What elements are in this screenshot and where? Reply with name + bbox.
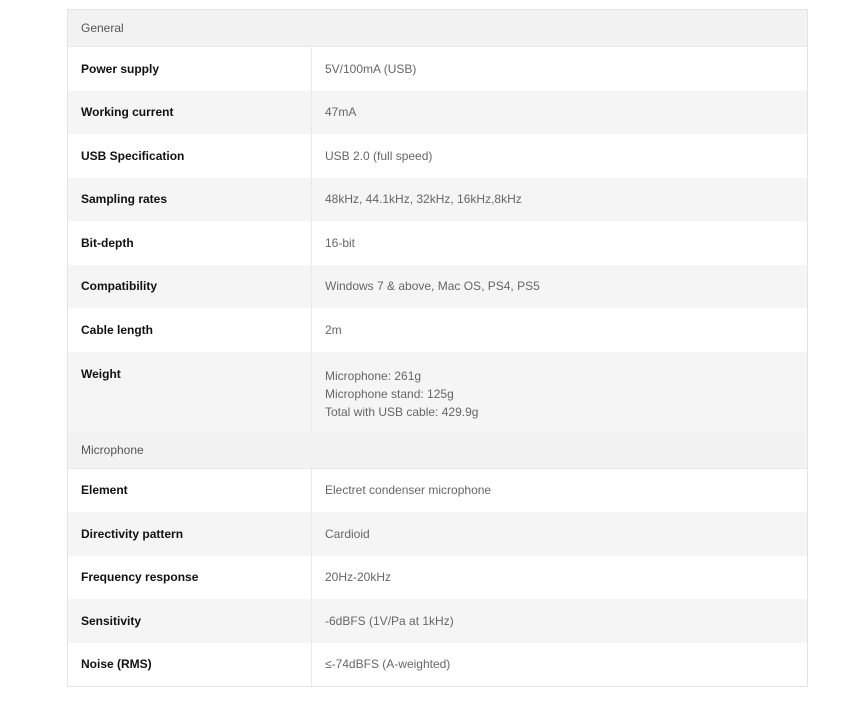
spec-value: ≤-74dBFS (A-weighted) xyxy=(325,657,451,672)
spec-row-working-current xyxy=(68,91,807,135)
spec-row-sensitivity xyxy=(68,599,807,643)
weight-line-stand: Microphone stand: 125g xyxy=(325,386,454,401)
spec-label: Frequency response xyxy=(68,556,312,600)
spec-row-sampling-rates xyxy=(68,178,807,222)
spec-label: Compatibility xyxy=(68,265,312,309)
spec-row-power-supply xyxy=(68,47,807,91)
spec-table xyxy=(67,9,808,687)
spec-label: Weight xyxy=(68,352,312,432)
spec-value xyxy=(312,352,807,432)
spec-label: Cable length xyxy=(68,308,312,352)
spec-row-cable-length xyxy=(68,308,807,352)
weight-line-microphone: Microphone: 261g xyxy=(325,368,422,383)
spec-label: USB Specification xyxy=(68,134,312,178)
spec-value: Electret condenser microphone xyxy=(325,483,492,498)
section-header-general: General xyxy=(68,10,807,47)
spec-value: 47mA xyxy=(325,105,357,120)
spec-value: USB 2.0 (full speed) xyxy=(325,148,433,163)
spec-value: Cardioid xyxy=(325,526,370,541)
spec-label: Noise (RMS) xyxy=(68,643,312,687)
section-header-microphone: Microphone xyxy=(68,432,807,469)
spec-label: Sampling rates xyxy=(68,178,312,222)
spec-row-frequency-response xyxy=(68,556,807,600)
spec-value: 5V/100mA (USB) xyxy=(325,61,417,76)
weight-line-total: Total with USB cable: 429.9g xyxy=(325,404,479,419)
spec-label: Directivity pattern xyxy=(68,512,312,556)
spec-value: -6dBFS (1V/Pa at 1kHz) xyxy=(325,613,454,628)
spec-row-weight xyxy=(68,352,807,432)
spec-row-noise-rms xyxy=(68,643,807,687)
spec-value: 16-bit xyxy=(325,235,356,250)
spec-row-element xyxy=(68,469,807,513)
spec-value: 20Hz-20kHz xyxy=(325,570,392,585)
spec-value: Windows 7 & above, Mac OS, PS4, PS5 xyxy=(325,279,540,294)
spec-label: Working current xyxy=(68,91,312,135)
spec-row-bit-depth xyxy=(68,221,807,265)
spec-row-usb-specification xyxy=(68,134,807,178)
spec-label: Bit-depth xyxy=(68,221,312,265)
spec-row-compatibility xyxy=(68,265,807,309)
spec-label: Power supply xyxy=(68,47,312,91)
spec-row-directivity-pattern xyxy=(68,512,807,556)
spec-value: 48kHz, 44.1kHz, 32kHz, 16kHz,8kHz xyxy=(325,192,522,207)
spec-label: Sensitivity xyxy=(68,599,312,643)
spec-value: 2m xyxy=(325,322,342,337)
spec-label: Element xyxy=(68,469,312,513)
